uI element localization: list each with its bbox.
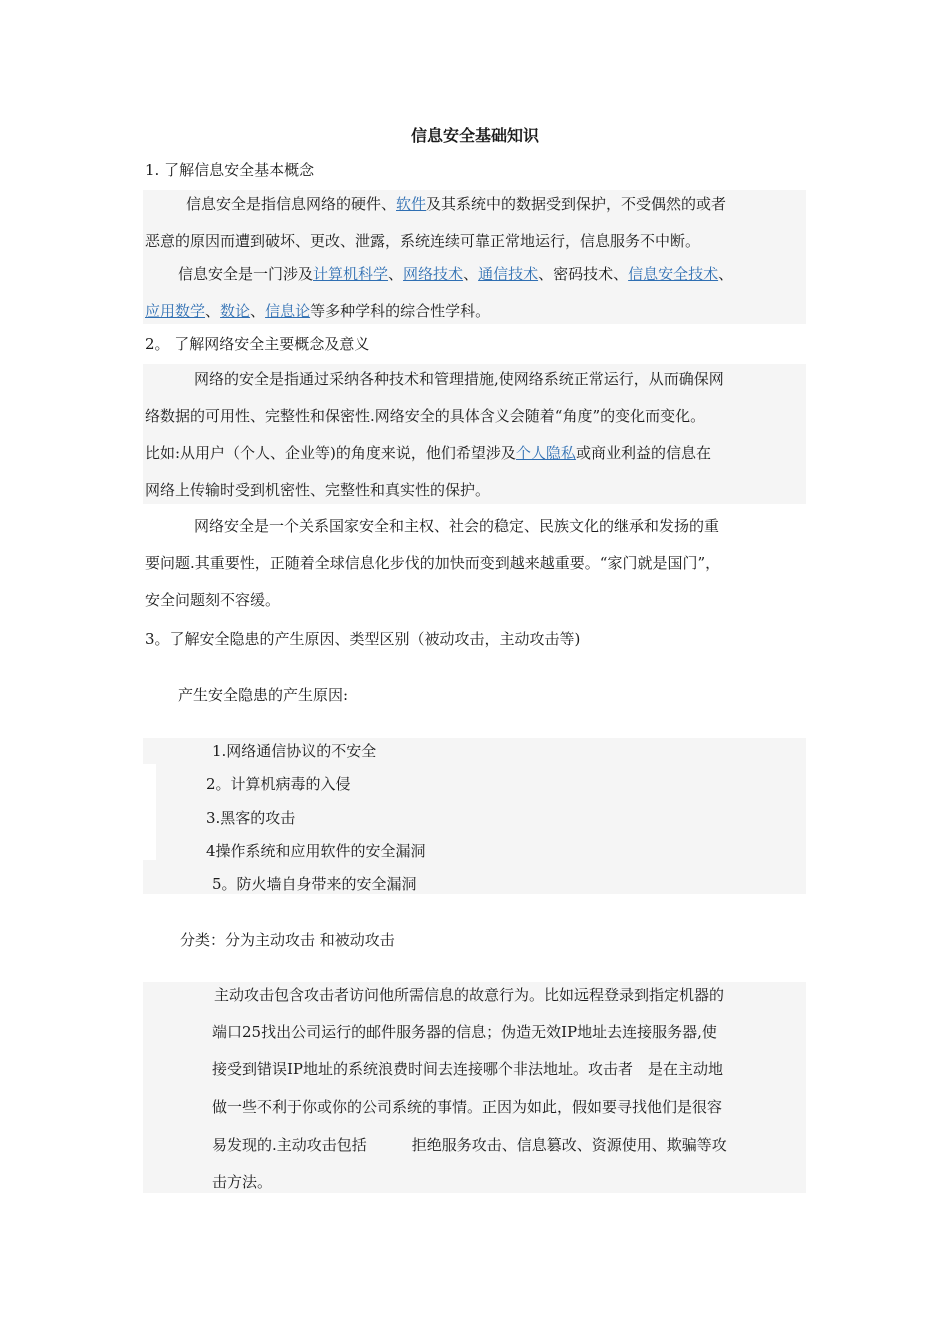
s1-p1-line-2: 恶意的原因而遭到破坏、更改、泄露，系统连续可靠正常地运行，信息服务不中断。 bbox=[145, 232, 701, 250]
cause-item-1: 1.网络通信协议的不安全 bbox=[212, 742, 377, 760]
causes-shade-notch bbox=[143, 764, 156, 860]
s2-p1-line-2: 络数据的可用性、完整性和保密性.网络安全的具体含义会随着“角度”的变化而变化。 bbox=[145, 407, 706, 425]
causes-title: 产生安全隐患的产生原因: bbox=[178, 686, 349, 704]
link-computer-science[interactable]: 计算机科学 bbox=[313, 265, 389, 283]
section-1-heading: 1. 了解信息安全基本概念 bbox=[145, 161, 315, 179]
section-3-heading: 3。了解安全隐患的产生原因、类型区别（被动攻击，主动攻击等) bbox=[145, 630, 581, 648]
s2-p1-line-1: 网络的安全是指通过采纳各种技术和管理措施,使网络系统正常运行，从而确保网 bbox=[194, 370, 724, 388]
link-software[interactable]: 软件 bbox=[396, 195, 427, 213]
active-line-2: 端口25找出公司运行的邮件服务器的信息；伪造无效IP地址去连接服务器,使 bbox=[212, 1023, 717, 1041]
s2-p2-line-3: 安全问题刻不容缓。 bbox=[145, 591, 281, 609]
document-title: 信息安全基础知识 bbox=[410, 126, 539, 145]
active-attack-shade bbox=[143, 982, 806, 1193]
classification-line: 分类：分为主动攻击 和被动攻击 bbox=[180, 931, 395, 949]
link-personal-privacy[interactable]: 个人隐私 bbox=[515, 444, 576, 462]
link-number-theory[interactable]: 数论 bbox=[220, 302, 251, 320]
s2-p2-line-1: 网络安全是一个关系国家安全和主权、社会的稳定、民族文化的继承和发扬的重 bbox=[194, 517, 720, 535]
active-line-4: 做一些不利于你或你的公司系统的事情。正因为如此，假如要寻找他们是很容 bbox=[212, 1098, 723, 1116]
s1-p2-line-1: 信息安全是一门涉及计算机科学、网络技术、通信技术、密码技术、信息安全技术、 bbox=[178, 265, 734, 283]
link-information-theory[interactable]: 信息论 bbox=[265, 302, 311, 320]
cause-item-2: 2。计算机病毒的入侵 bbox=[206, 775, 351, 793]
active-line-6: 击方法。 bbox=[212, 1173, 273, 1191]
link-information-security-technology[interactable]: 信息安全技术 bbox=[628, 265, 719, 283]
active-line-1: 主动攻击包含攻击者访问他所需信息的故意行为。比如远程登录到指定机器的 bbox=[214, 986, 725, 1004]
active-line-5: 易发现的.主动攻击包括 拒绝服务攻击、信息篡改、资源使用、欺骗等攻 bbox=[212, 1136, 727, 1154]
cause-item-4: 4操作系统和应用软件的安全漏洞 bbox=[206, 842, 426, 860]
s2-p1-line-3: 比如:从用户（个人、企业等)的角度来说，他们希望涉及个人隐私或商业利益的信息在 bbox=[145, 444, 711, 462]
link-applied-mathematics[interactable]: 应用数学 bbox=[145, 302, 206, 320]
section-2-heading: 2。 了解网络安全主要概念及意义 bbox=[145, 335, 370, 353]
cause-item-5: 5。防火墙自身带来的安全漏洞 bbox=[212, 875, 417, 893]
active-line-3: 接受到错误IP地址的系统浪费时间去连接哪个非法地址。攻击者 是在主动地 bbox=[212, 1060, 724, 1078]
cause-item-3: 3.黑客的攻击 bbox=[206, 809, 296, 827]
s1-p2-line-2: 应用数学、数论、信息论等多种学科的综合性学科。 bbox=[145, 302, 491, 320]
link-communication-technology[interactable]: 通信技术 bbox=[478, 265, 539, 283]
s2-p1-line-4: 网络上传输时受到机密性、完整性和真实性的保护。 bbox=[145, 481, 491, 499]
link-network-technology[interactable]: 网络技术 bbox=[403, 265, 464, 283]
s2-p2-line-2: 要问题.其重要性，正随着全球信息化步伐的加快而变到越来越重要。“家门就是国门”， bbox=[145, 554, 721, 572]
s1-p1-line-1: 信息安全是指信息网络的硬件、软件及其系统中的数据受到保护，不受偶然的或者 bbox=[186, 195, 727, 213]
